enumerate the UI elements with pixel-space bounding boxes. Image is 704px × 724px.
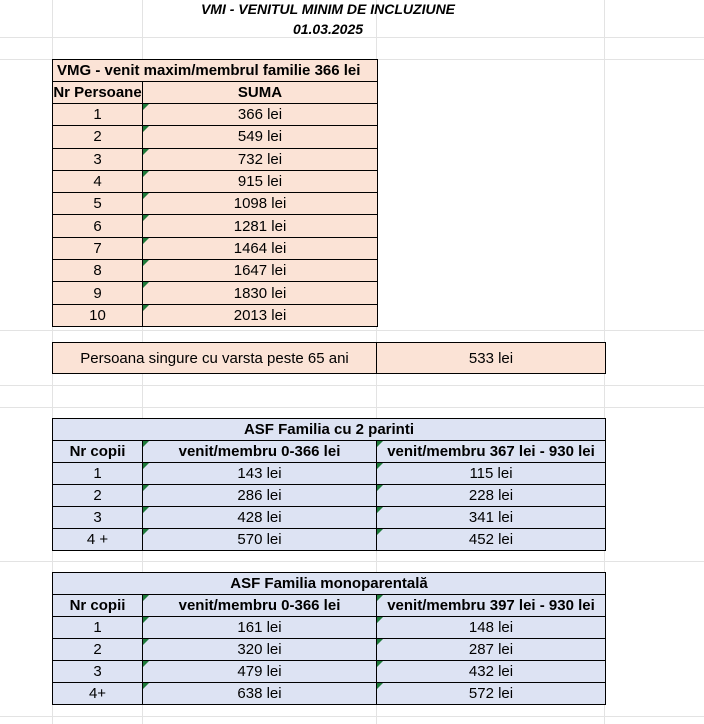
income-low-cell: 479 lei — [143, 661, 377, 683]
children-cell: 1 — [53, 617, 143, 639]
sum-cell: 915 lei — [143, 170, 378, 192]
children-cell: 2 — [53, 639, 143, 661]
col-header-persons: Nr Persoane — [53, 82, 143, 104]
sum-cell: 1830 lei — [143, 282, 378, 304]
income-low-cell: 286 lei — [143, 485, 377, 507]
income-low-cell: 320 lei — [143, 639, 377, 661]
income-low-cell: 428 lei — [143, 507, 377, 529]
asf-two-parents-title: ASF Familia cu 2 parinti — [53, 419, 606, 441]
table-row — [53, 170, 378, 192]
children-cell: 3 — [53, 507, 143, 529]
persons-cell: 2 — [53, 126, 143, 148]
children-cell: 3 — [53, 661, 143, 683]
table-row — [53, 485, 606, 507]
table-row — [53, 463, 606, 485]
persons-cell: 1 — [53, 104, 143, 126]
senior-table — [52, 342, 606, 374]
sum-cell: 1647 lei — [143, 260, 378, 282]
sum-cell: 1281 lei — [143, 215, 378, 237]
income-high-cell: 115 lei — [377, 463, 606, 485]
income-high-cell: 341 lei — [377, 507, 606, 529]
vmg-table-body — [53, 104, 378, 327]
persons-cell: 4 — [53, 170, 143, 192]
col-header-children: Nr copii — [53, 441, 143, 463]
sum-cell: 2013 lei — [143, 304, 378, 326]
asf-single-parent-body — [53, 617, 606, 705]
income-high-cell: 228 lei — [377, 485, 606, 507]
asf-single-parent-title: ASF Familia monoparentală — [53, 573, 606, 595]
table-row — [53, 683, 606, 705]
children-cell: 1 — [53, 463, 143, 485]
grid-row-line — [0, 37, 704, 38]
income-high-cell: 452 lei — [377, 529, 606, 551]
table-row — [53, 215, 378, 237]
sum-cell: 549 lei — [143, 126, 378, 148]
grid-row-line — [0, 716, 704, 717]
income-low-cell: 161 lei — [143, 617, 377, 639]
table-row — [53, 617, 606, 639]
grid-row-line — [0, 407, 704, 408]
asf-two-parents-table — [52, 418, 606, 551]
income-high-cell: 148 lei — [377, 617, 606, 639]
col-header-income-high: venit/membru 367 lei - 930 lei — [377, 441, 606, 463]
table-row — [53, 282, 378, 304]
income-high-cell: 287 lei — [377, 639, 606, 661]
grid-row-line — [0, 330, 704, 331]
col-header-children: Nr copii — [53, 595, 143, 617]
table-row — [53, 661, 606, 683]
persons-cell: 9 — [53, 282, 143, 304]
grid-row-line — [0, 561, 704, 562]
table-row — [53, 639, 606, 661]
table-row — [53, 237, 378, 259]
table-row — [53, 529, 606, 551]
asf-single-parent-table — [52, 572, 606, 705]
income-low-cell: 638 lei — [143, 683, 377, 705]
sum-cell: 366 lei — [143, 104, 378, 126]
col-header-income-high: venit/membru 397 lei - 930 lei — [377, 595, 606, 617]
sum-cell: 732 lei — [143, 148, 378, 170]
table-row — [53, 507, 606, 529]
page-date: 01.03.2025 — [292, 21, 364, 37]
income-high-cell: 572 lei — [377, 683, 606, 705]
table-row — [53, 126, 378, 148]
persons-cell: 10 — [53, 304, 143, 326]
vmg-table — [52, 59, 378, 327]
persons-cell: 8 — [53, 260, 143, 282]
children-cell: 4+ — [53, 683, 143, 705]
vmg-table-title: VMG - venit maxim/membrul familie 366 lei — [53, 60, 378, 82]
persons-cell: 6 — [53, 215, 143, 237]
table-row — [53, 260, 378, 282]
table-row — [53, 304, 378, 326]
senior-value: 533 lei — [377, 343, 606, 374]
persons-cell: 5 — [53, 193, 143, 215]
grid-row-line — [0, 385, 704, 386]
income-low-cell: 143 lei — [143, 463, 377, 485]
persons-cell: 7 — [53, 237, 143, 259]
table-row — [53, 148, 378, 170]
senior-label: Persoana singure cu varsta peste 65 ani — [53, 343, 377, 374]
persons-cell: 3 — [53, 148, 143, 170]
col-header-income-low: venit/membru 0-366 lei — [143, 595, 377, 617]
sum-cell: 1098 lei — [143, 193, 378, 215]
asf-two-parents-body — [53, 463, 606, 551]
page-title: VMI - VENITUL MINIM DE INCLUZIUNE — [200, 1, 456, 17]
table-row — [53, 193, 378, 215]
children-cell: 4 + — [53, 529, 143, 551]
sum-cell: 1464 lei — [143, 237, 378, 259]
col-header-sum: SUMA — [143, 82, 378, 104]
table-row — [53, 104, 378, 126]
children-cell: 2 — [53, 485, 143, 507]
col-header-income-low: venit/membru 0-366 lei — [143, 441, 377, 463]
income-high-cell: 432 lei — [377, 661, 606, 683]
income-low-cell: 570 lei — [143, 529, 377, 551]
